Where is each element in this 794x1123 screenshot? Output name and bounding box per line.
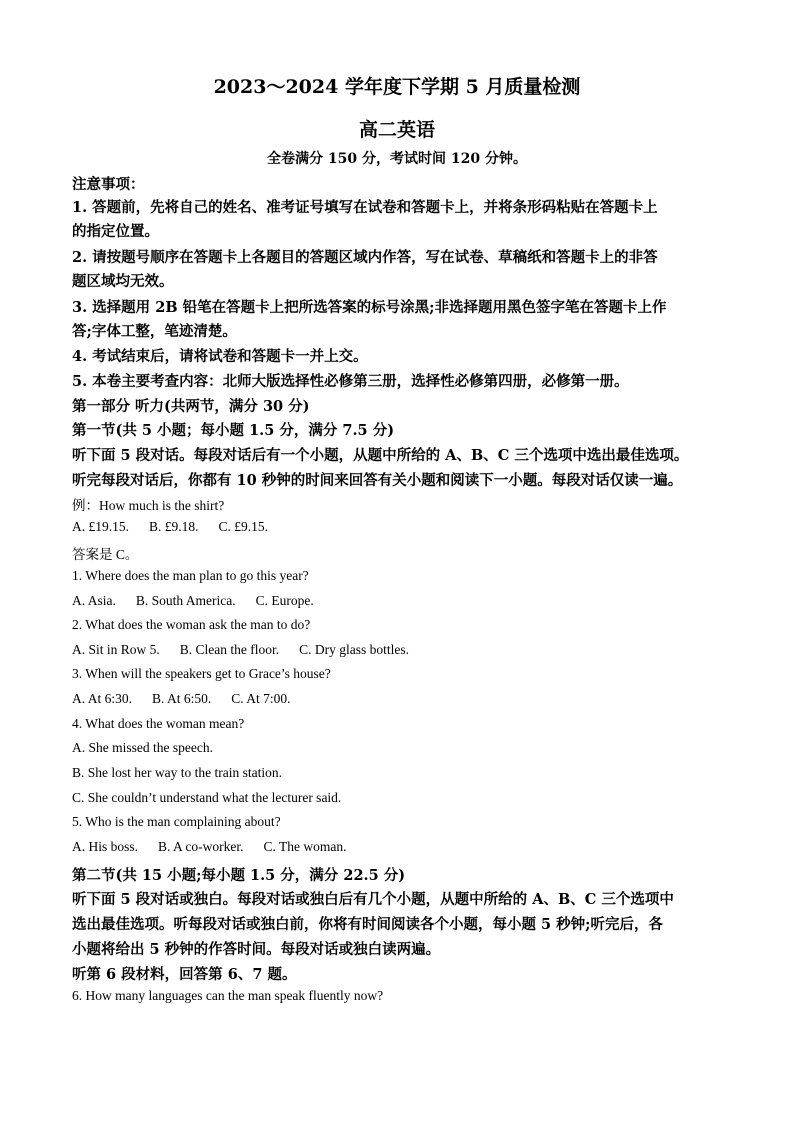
option-b: B. South America. bbox=[135, 593, 236, 608]
part1-heading: 第一部分 听力(共两节，满分 30 分) bbox=[72, 398, 310, 415]
question-1-options bbox=[72, 593, 334, 609]
section2-heading: 第二节(共 15 小题;每小题 1.5 分，满分 22.5 分) bbox=[72, 867, 406, 884]
option-c: C. £9.15. bbox=[218, 519, 269, 534]
question-2-options bbox=[72, 642, 429, 658]
notice-line: 题区域均无效。 bbox=[72, 273, 174, 290]
example-question: 例：How much is the shirt? bbox=[72, 498, 225, 513]
option-a: A. His boss. bbox=[72, 839, 139, 854]
notice-line: 的指定位置。 bbox=[72, 223, 159, 240]
option-c: C. The woman. bbox=[263, 839, 347, 854]
section1-instruction: 听完每段对话后，你都有 10 秒钟的时间来回答有关小题和阅读下一小题。每段对话仅读一遍。 bbox=[72, 472, 683, 489]
question-5-options bbox=[72, 839, 367, 855]
example-answer: 答案是 C。 bbox=[72, 547, 139, 562]
question-3-options bbox=[72, 691, 311, 707]
section2-instruction: 小题将给出 5 秒钟的作答时间。每段对话或独白读两遍。 bbox=[72, 941, 441, 958]
option-b: B. A co-worker. bbox=[158, 839, 244, 854]
option-b: B. She lost her way to the train station. bbox=[72, 765, 282, 780]
option-a: A. Asia. bbox=[72, 593, 116, 608]
option-b: B. £9.18. bbox=[149, 519, 199, 534]
option-a: A. At 6:30. bbox=[72, 691, 133, 706]
section2-instruction: 选出最佳选项。听每段对话或独白前，你将有时间阅读各个小题，每小题 5 秒钟;听完后，各 bbox=[72, 916, 664, 933]
notice-line: 4. 考试结束后，请将试卷和答题卡一并上交。 bbox=[72, 348, 368, 365]
notice-line: 答;字体工整，笔迹清楚。 bbox=[72, 323, 237, 340]
question-3: 3. When will the speakers get to Grace’s house? bbox=[72, 666, 331, 681]
option-a: A. £19.15. bbox=[72, 519, 129, 534]
option-a: A. Sit in Row 5. bbox=[72, 642, 160, 657]
option-b: B. Clean the floor. bbox=[179, 642, 280, 657]
section2-instruction: 听下面 5 段对话或独白。每段对话或独白后有几个小题，从题中所给的 A、B、C 三个选项中 bbox=[72, 891, 674, 908]
subject-title: 高二英语 bbox=[358, 119, 435, 141]
notice-line: 5. 本卷主要考查内容：北师大版选择性必修第三册，选择性必修第四册，必修第一册。 bbox=[72, 373, 629, 390]
question-1: 1. Where does the man plan to go this year? bbox=[72, 568, 309, 583]
option-a: A. She missed the speech. bbox=[72, 740, 213, 755]
question-6: 6. How many languages can the man speak fluently now? bbox=[72, 988, 384, 1003]
notice-line: 3. 选择题用 2B 铅笔在答题卡上把所选答案的标号涂黑;非选择题用黑色签字笔在答题卡上作 bbox=[72, 299, 667, 316]
option-b: B. At 6:50. bbox=[152, 691, 212, 706]
option-c: C. At 7:00. bbox=[231, 691, 291, 706]
option-c: C. Dry glass bottles. bbox=[299, 642, 409, 657]
exam-info: 全卷满分 150 分，考试时间 120 分钟。 bbox=[267, 151, 527, 167]
question-5: 5. Who is the man complaining about? bbox=[72, 814, 281, 829]
question-2: 2. What does the woman ask the man to do? bbox=[72, 617, 311, 632]
material-6-heading: 听第 6 段材料，回答第 6、7 题。 bbox=[72, 966, 297, 983]
section1-instruction: 听下面 5 段对话。每段对话后有一个小题，从题中所给的 A、B、C 三个选项中选出最佳选项。 bbox=[72, 447, 689, 464]
question-4: 4. What does the woman mean? bbox=[72, 716, 245, 731]
notice-line: 1. 答题前，先将自己的姓名、准考证号填写在试卷和答题卡上，并将条形码粘贴在答题卡上 bbox=[72, 199, 658, 216]
option-c: C. She couldn’t understand what the lecturer said. bbox=[72, 790, 342, 805]
option-c: C. Europe. bbox=[255, 593, 314, 608]
exam-title: 2023～2024 学年度下学期 5 月质量检测 bbox=[213, 76, 581, 98]
notice-heading: 注意事项： bbox=[72, 176, 145, 193]
notice-line: 2. 请按题号顺序在答题卡上各题目的答题区域内作答，写在试卷、草稿纸和答题卡上的非答 bbox=[72, 249, 658, 266]
example-options bbox=[72, 519, 288, 535]
section1-heading: 第一节(共 5 小题；每小题 1.5 分，满分 7.5 分) bbox=[72, 422, 395, 439]
